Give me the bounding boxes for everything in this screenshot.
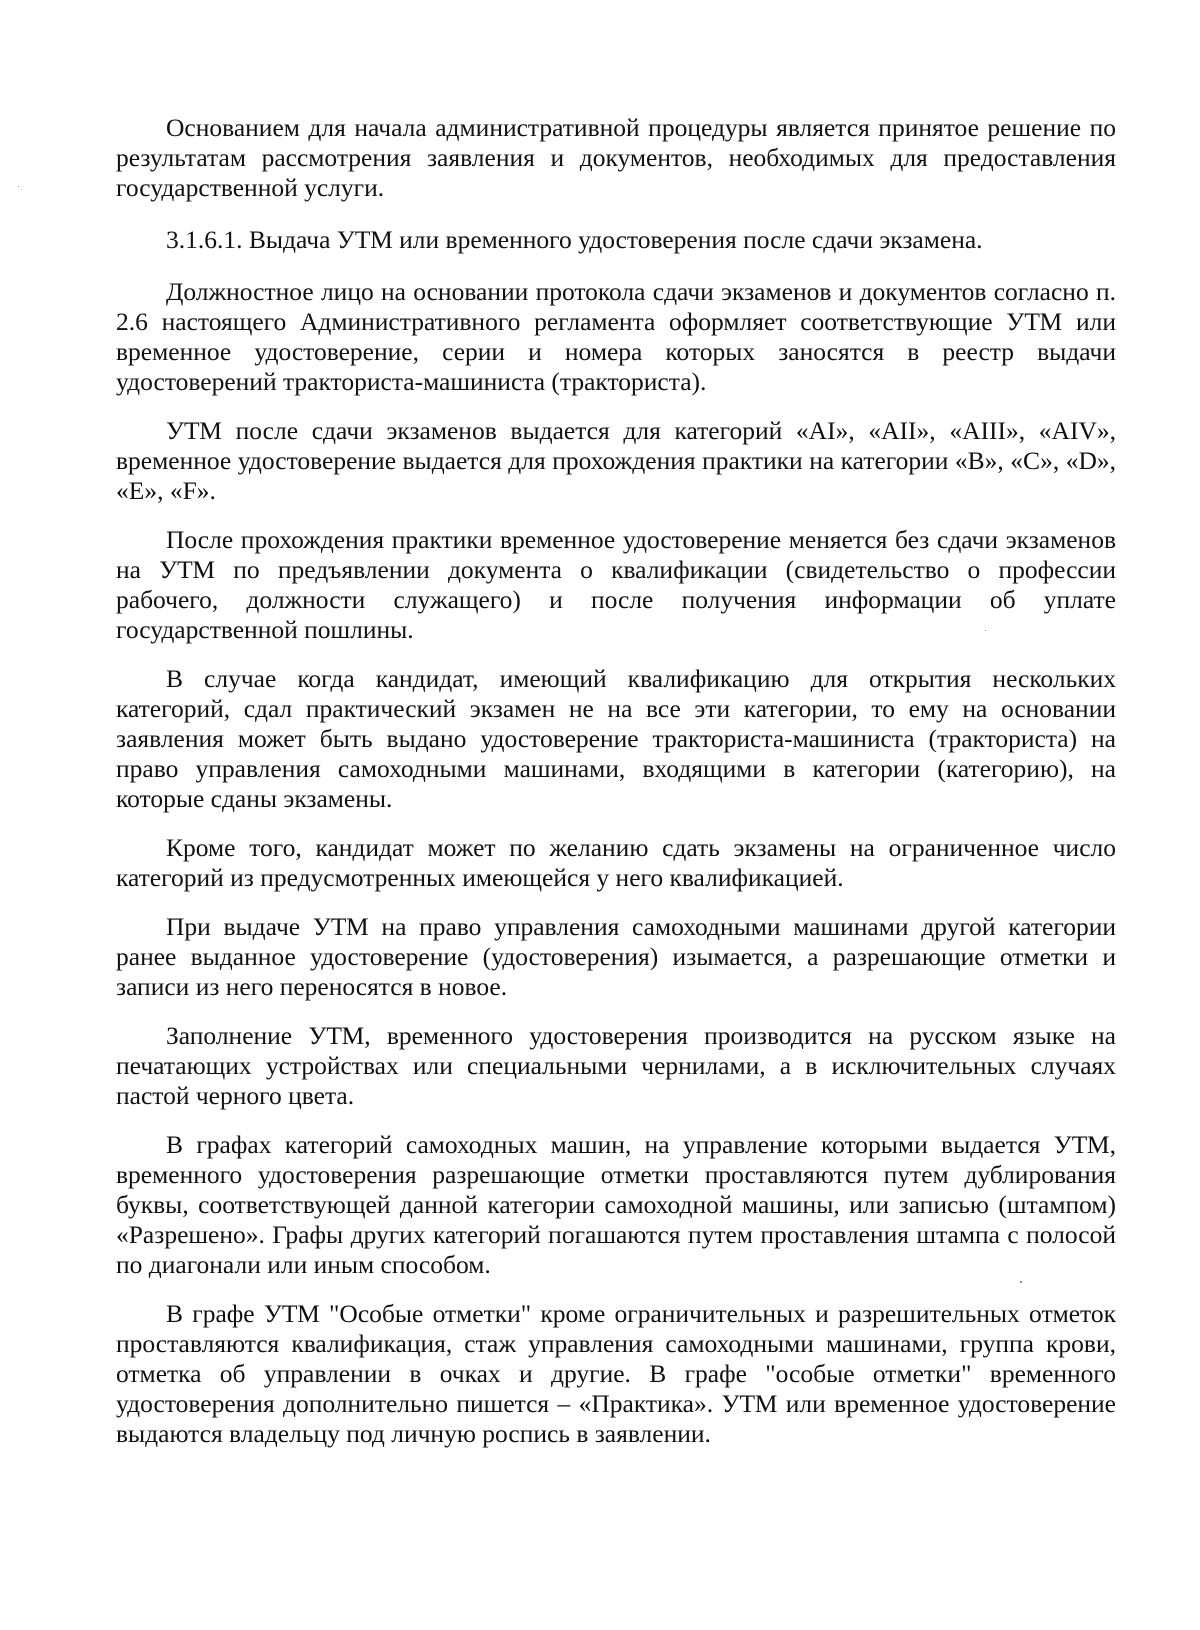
paragraph-partial-exam: В случае когда кандидат, имеющий квалификацию для открытия нескольких категорий, сдал практический экзамен не на все эти категории, то ему на основании заявления может быть выдано удостоверение тракториста-машиниста (тракториста) на право управления самоходными машинами, входящими в категории (категорию), на которые сданы экзамены. [116,664,1116,813]
document-body [116,113,1116,1449]
paragraph-categories: УТМ после сдачи экзаменов выдается для категорий «AI», «AII», «AIII», «AIV», временное удостоверение выдается для прохождения практики на категории «B», «C», «D», «E», «F». [116,416,1116,505]
paragraph-special-notes: В графе УТМ "Особые отметки" кроме ограничительных и разрешительных отметок проставляются квалификация, стаж управления самоходными машинами, группа крови, отметка об управлении в очках и другие. В графе "особые отметки" временного удостоверения дополнительно пишется – «Практика». УТМ или временное удостоверение выдаются владельцу под личную роспись в заявлении. [116,1299,1116,1448]
paragraph-filling-rules: Заполнение УТМ, временного удостоверения производится на русском языке на печатающих устройствах или специальными чернилами, а в исключительных случаях пастой черного цвета. [116,1021,1116,1110]
section-heading-3-1-6-1: 3.1.6.1. Выдача УТМ или временного удостоверения после сдачи экзамена. [166,225,983,254]
scan-speck [1020,1281,1022,1283]
paragraph-other-category: При выдаче УТМ на право управления самоходными машинами другой категории ранее выданное удостоверение (удостоверения) изымается, а разрешающие отметки и записи из него переносятся в новое. [116,912,1116,1001]
paragraph-after-practice: После прохождения практики временное удостоверение меняется без сдачи экзаменов на УТМ по предъявлении документа о квалификации (свидетельство о профессии рабочего, должности служащего) и после получения информации об уплате государственной пошлины. [116,525,1116,644]
paragraph-official-registration: Должностное лицо на основании протокола сдачи экзаменов и документов согласно п. 2.6 настоящего Административного регламента оформляет соответствующие УТМ или временное удостоверение, серии и номера которых заносятся в реестр выдачи удостоверений тракториста-машиниста (тракториста). [116,277,1116,396]
paragraph-basis: Основанием для начала административной процедуры является принятое решение по результатам рассмотрения заявления и документов, необходимых для предоставления государственной услуги. [116,113,1116,202]
scan-speck [985,630,986,631]
scan-speck [18,186,19,187]
paragraph-category-marks: В графах категорий самоходных машин, на управление которыми выдается УТМ, временного удостоверения разрешающие отметки проставляются путем дублирования буквы, соответствующей данной категории самоходной машины, или записью (штампом) «Разрешено». Графы других категорий погашаются путем проставления штампа с полосой по диагонали или иным способом. [116,1130,1116,1279]
paragraph-limited-categories: Кроме того, кандидат может по желанию сдать экзамены на ограниченное число категорий из предусмотренных имеющейся у него квалификацией. [116,833,1116,892]
